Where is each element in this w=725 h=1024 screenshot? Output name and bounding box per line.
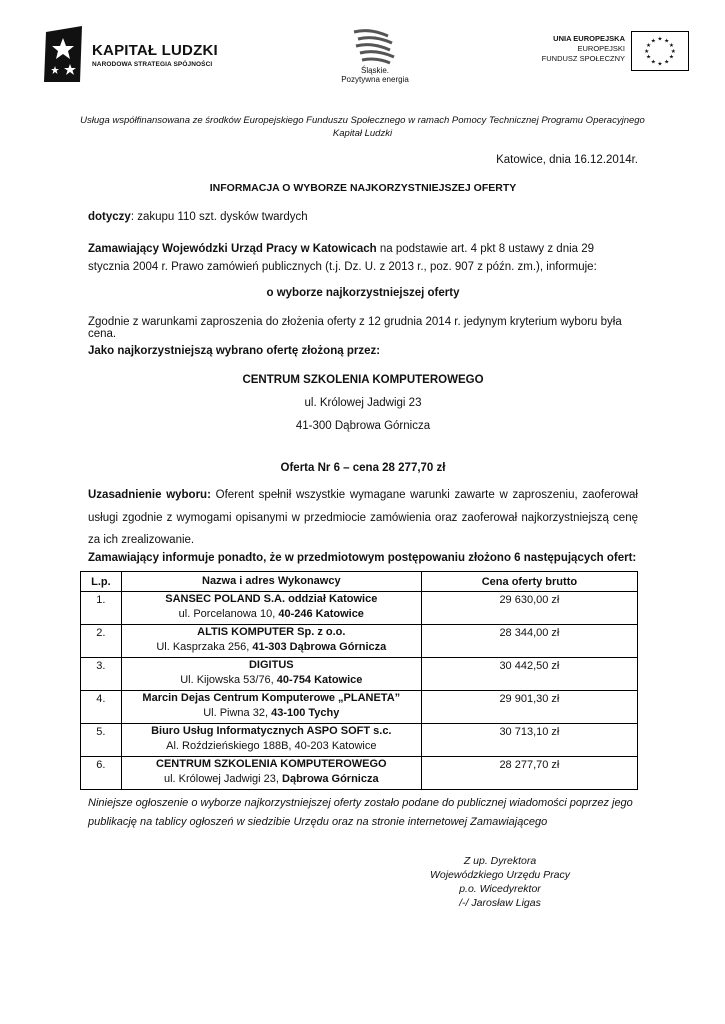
slaskie-logo <box>340 26 410 66</box>
row-address: Ul. Kasprzaka 256, <box>156 641 253 653</box>
slaskie-tagline: Pozytywna energia <box>341 75 409 84</box>
eu-flag-icon <box>631 31 689 71</box>
offers-intro: Zamawiający informuje ponadto, że w przedmiotowym postępowaniu złożono 6 następujących ofert: <box>88 552 637 564</box>
slaskie-name: Śląskie. <box>360 66 389 75</box>
eu-label-line2: EUROPEJSKI <box>577 44 625 53</box>
svg-text:★: ★ <box>646 43 652 50</box>
funding-statement: Usługa współfinansowana ze środków Europejskiego Funduszu Społecznego w ramach Pomocy Technicznej Programu Operacyjnego Kapitał Ludzki <box>80 115 645 139</box>
row-lp: 2. <box>81 625 122 658</box>
table-row <box>81 691 638 724</box>
row-price: 28 344,00 zł <box>421 625 637 658</box>
reason-paragraph <box>88 484 638 552</box>
table-row <box>81 757 638 790</box>
subject-text: : zakupu 110 szt. dysków twardych <box>130 211 308 223</box>
row-address-bold: 43-100 Tychy <box>271 707 340 719</box>
table-row <box>81 625 638 658</box>
row-price: 29 901,30 zł <box>421 691 637 724</box>
contractor-name: CENTRUM SZKOLENIA KOMPUTEROWEGO <box>242 374 484 386</box>
about-heading: o wyborze najkorzystniejszej oferty <box>266 287 460 299</box>
row-address: Ul. Kijowska 53/76, <box>180 674 277 686</box>
selected-offer-line: Oferta Nr 6 – cena 28 277,70 zł <box>280 462 446 474</box>
eu-label <box>520 34 625 64</box>
eu-label-line1: UNIA EUROPEJSKA <box>553 34 625 43</box>
publication-note: Niniejsze ogłoszenie o wyborze najkorzystniejszej oferty zostało podane do publicznej wiadomości poprzez jego publikację na tablicy ogłoszeń w siedzibie Urzędu oraz na stronie internetowej Zamawiającego <box>88 797 633 828</box>
row-address: Al. Roździeńskiego 188B, 40-203 Katowice <box>166 740 377 752</box>
ordering-party: Zamawiający Wojewódzki Urząd Pracy w Katowicach <box>88 243 377 255</box>
contractor-street: ul. Królowej Jadwigi 23 <box>304 397 422 409</box>
table-row <box>81 658 638 691</box>
row-lp: 1. <box>81 592 122 625</box>
signature-line3: p.o. Wicedyrektor <box>459 883 541 895</box>
offers-table <box>80 571 638 790</box>
reason-text: Oferent spełnił wszystkie wymagane warunki zawarte w zaproszeniu, zaoferował usługi zgodnie z wymogami opisanymi w przedmiocie zamówienia oraz zaoferował najkorzystniejszą cenę za ich zrealizowanie. <box>88 489 638 546</box>
svg-text:★: ★ <box>644 48 650 55</box>
contractor-city: 41-300 Dąbrowa Górnicza <box>295 420 431 432</box>
signature-line4: /-/ Jarosław Ligas <box>459 897 541 909</box>
signature-line2: Wojewódzkiego Urzędu Pracy <box>429 869 571 881</box>
row-address: Ul. Piwna 32, <box>203 707 272 719</box>
svg-text:★: ★ <box>646 54 652 61</box>
row-name: SANSEC POLAND S.A. oddział Katowice <box>165 593 378 605</box>
row-name: Marcin Dejas Centrum Komputerowe „PLANETA” <box>142 692 401 704</box>
row-price: 30 713,10 zł <box>421 724 637 757</box>
row-contractor <box>121 691 421 724</box>
kapital-ludzki-title: KAPITAŁ LUDZKI <box>92 42 218 59</box>
document-date: Katowice, dnia 16.12.2014r. <box>496 154 638 166</box>
kapital-ludzki-subtitle: NARODOWA STRATEGIA SPÓJNOŚCI <box>92 61 213 68</box>
row-address-bold: 40-754 Katowice <box>276 674 363 686</box>
row-name: DIGITUS <box>248 659 294 671</box>
row-contractor <box>121 658 421 691</box>
header-lp: L.p. <box>81 572 122 592</box>
table-header-row <box>81 572 638 592</box>
svg-text:★: ★ <box>668 54 674 61</box>
row-address: ul. Porcelanowa 10, <box>178 608 279 620</box>
document-title: INFORMACJA O WYBORZE NAJKORZYSTNIEJSZEJ OFERTY <box>209 182 517 194</box>
row-price: 28 277,70 zł <box>421 757 637 790</box>
row-contractor <box>121 757 421 790</box>
svg-text:★: ★ <box>650 38 656 45</box>
row-address-bold: 41-303 Dąbrowa Górnicza <box>252 641 387 653</box>
legal-basis-paragraph <box>88 240 638 276</box>
row-lp: 5. <box>81 724 122 757</box>
svg-text:★: ★ <box>670 48 676 55</box>
row-price: 29 630,00 zł <box>421 592 637 625</box>
row-lp: 3. <box>81 658 122 691</box>
selected-intro: Jako najkorzystniejszą wybrano ofertę złożoną przez: <box>88 345 381 357</box>
signature-line1: Z up. Dyrektora <box>463 855 537 867</box>
row-address: ul. Królowej Jadwigi 23, <box>164 773 283 785</box>
signature-block <box>420 854 580 910</box>
svg-text:★: ★ <box>657 36 663 43</box>
svg-text:★: ★ <box>664 59 670 66</box>
svg-text:★: ★ <box>650 59 656 66</box>
svg-text:★: ★ <box>657 61 663 68</box>
row-lp: 4. <box>81 691 122 724</box>
row-name: ALTIS KOMPUTER Sp. z o.o. <box>197 626 346 638</box>
legal-basis-text: na podstawie art. 4 pkt 8 ustawy z dnia 29 stycznia 2004 r. Prawo zamówień publicznych (t.j. Dz. U. z 2013 r., poz. 907 z późn. zm.), informuje: <box>88 243 597 273</box>
row-address-bold: 40-246 Katowice <box>278 608 364 620</box>
subject-paragraph <box>88 211 638 223</box>
row-address-bold: Dąbrowa Górnicza <box>282 773 379 785</box>
row-name: CENTRUM SZKOLENIA KOMPUTEROWEGO <box>156 758 387 770</box>
row-price: 30 442,50 zł <box>421 658 637 691</box>
header-name: Nazwa i adres Wykonawcy <box>121 572 421 592</box>
row-contractor <box>121 724 421 757</box>
table-row <box>81 724 638 757</box>
row-lp: 6. <box>81 757 122 790</box>
table-row <box>81 592 638 625</box>
row-name: Biuro Usług Informatycznych ASPO SOFT s.c. <box>151 725 392 737</box>
header-price: Cena oferty brutto <box>421 572 637 592</box>
reason-label: Uzasadnienie wyboru: <box>88 489 211 501</box>
svg-text:★: ★ <box>664 38 670 45</box>
eu-label-line3: FUNDUSZ SPOŁECZNY <box>541 54 625 63</box>
subject-label: dotyczy <box>88 211 131 223</box>
row-contractor <box>121 625 421 658</box>
svg-text:★: ★ <box>668 43 674 50</box>
row-contractor <box>121 592 421 625</box>
criterion-paragraph: Zgodnie z warunkami zaproszenia do złożenia oferty z 12 grudnia 2014 r. jedynym kryterium wyboru była cena. <box>88 316 622 340</box>
